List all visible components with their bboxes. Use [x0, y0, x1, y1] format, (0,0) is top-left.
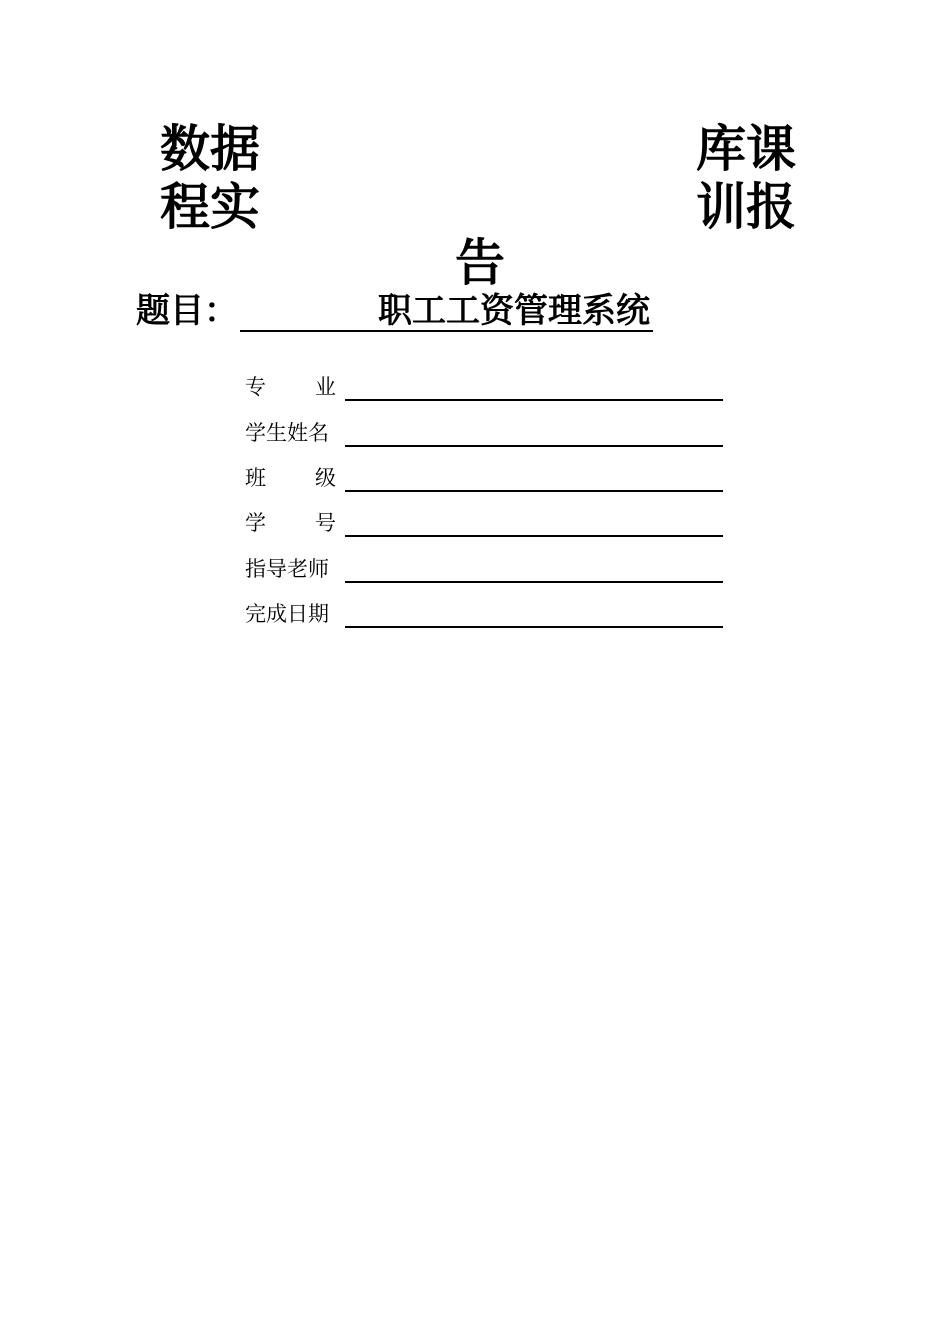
field-student-id-label: [245, 513, 336, 534]
field-class-label-char-2: 级: [315, 466, 336, 490]
field-class-label-char-1: 班: [245, 466, 266, 490]
field-class-input-line[interactable]: [345, 490, 723, 492]
field-student-id-label-char-1: 学: [245, 511, 266, 535]
field-completion-date-label: 完成日期: [245, 602, 329, 626]
field-advisor: [245, 559, 725, 589]
field-advisor-label: 指导老师: [245, 557, 329, 581]
field-student-id: [245, 513, 725, 543]
field-major: [245, 377, 725, 407]
field-student-name-input-line[interactable]: [345, 445, 723, 447]
field-student-id-input-line[interactable]: [345, 535, 723, 537]
field-major-label-char-2: 业: [315, 375, 336, 399]
topic-label: 题目：: [136, 291, 238, 331]
report-title-part-1: 数据: [160, 120, 260, 178]
field-advisor-input-line[interactable]: [345, 581, 723, 583]
field-major-input-line[interactable]: [345, 399, 723, 401]
field-major-label-char-1: 专: [245, 375, 266, 399]
field-class: [245, 468, 725, 498]
report-title-part-5: 告: [455, 234, 505, 292]
field-student-id-label-char-2: 号: [315, 511, 336, 535]
field-major-label: [245, 377, 336, 398]
field-student-name: [245, 423, 725, 453]
field-student-name-label: 学生姓名: [245, 421, 329, 445]
report-title-part-3: 程实: [160, 178, 260, 236]
field-completion-date: [245, 604, 725, 634]
report-title-part-2: 库课: [696, 120, 796, 178]
report-title-part-4: 训报: [696, 178, 796, 236]
topic-value: 职工工资管理系统: [378, 291, 650, 331]
topic-underline: [240, 330, 653, 332]
field-class-label: [245, 468, 336, 489]
field-completion-date-input-line[interactable]: [345, 626, 723, 628]
